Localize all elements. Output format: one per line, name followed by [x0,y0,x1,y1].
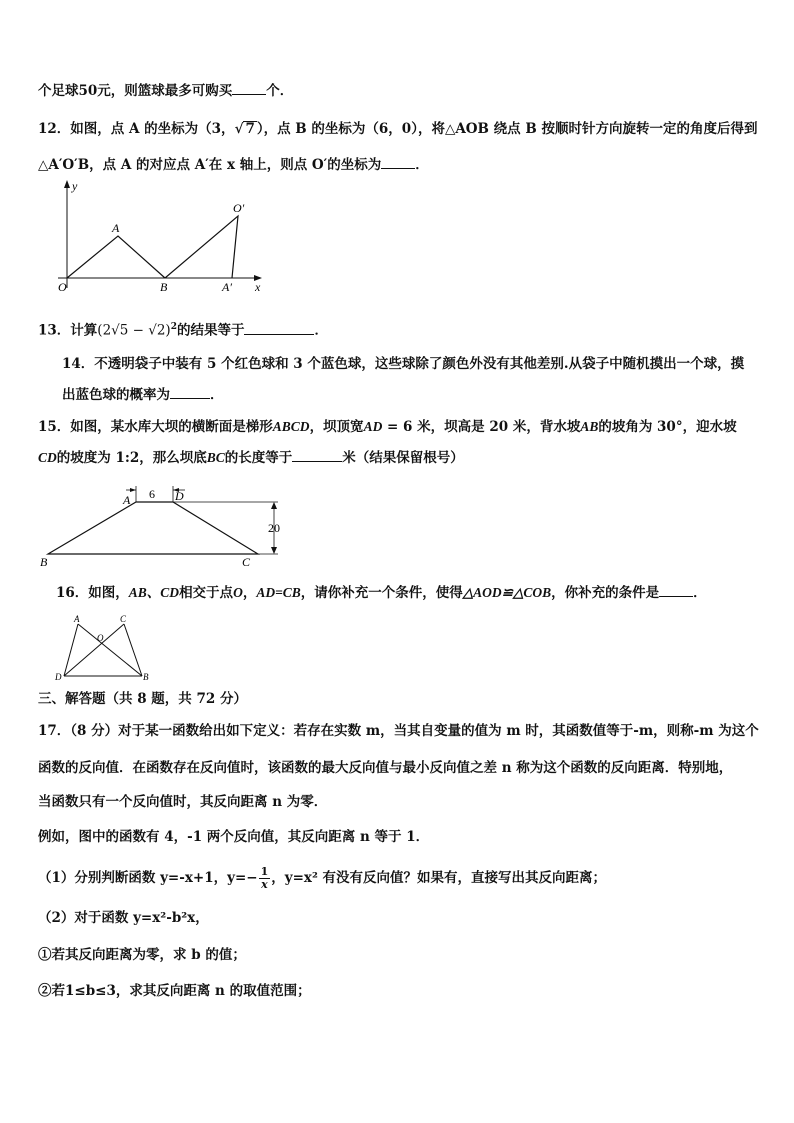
q16-text-e: ，你补充的条件是 [551,585,660,601]
q16-ab-cd: AB、CD [128,585,180,600]
q14-line2 [62,386,224,404]
q16-label-b: B [143,672,149,682]
q12-sqrt-radicand: 7 [245,121,255,137]
q12-label-a: A [112,221,120,235]
q16-label-d: D [55,672,62,682]
q14-text: 出蓝色球的概率为 [62,387,170,403]
q17-line1: 17．（8 分）对于某一函数给出如下定义：若存在实数 m，当其自变量的值为 m 时，其函数值等于-m，则称-m 为这个 [38,723,759,739]
q12-label-a1: A′ [222,280,232,294]
q16-text-d: ，请你补充一个条件，使得 [300,585,463,601]
q12-y-arrow-icon [64,180,70,188]
q16-text-c: ， [242,585,257,601]
q12-label-y: y [72,179,78,193]
q15-trapezoid [48,502,258,554]
q15-text-a: 15．如图，某水库大坝的横断面是梯形 [38,419,273,435]
q16-label-o: O [97,633,104,643]
section-3-heading: 三、解答题（共 8 题，共 72 分） [38,691,247,707]
q17-fraction-numerator: 1 [260,865,269,878]
q12-triangle-aob [67,236,165,278]
q15-text-eq: = 6 米，坝高是 20 米，背水坡 [382,419,581,435]
q17-line2: 函数的反向值．在函数存在反向值时，该函数的最大反向值与最小反向值之差 n 称为这个函数的反向距离．特别地， [38,760,733,776]
q17-part1 [38,866,606,891]
q16-segment-cd [64,624,124,676]
q15-text-d: 的坡度为 1:2，那么坝底 [56,450,207,466]
q16-segment-ad [64,624,78,676]
q15-abcd: ABCD [272,419,310,434]
q16-line [56,584,707,602]
q12-line2 [38,156,429,174]
q17-fraction [259,866,271,891]
q11-answer-blank[interactable] [232,82,266,95]
q17-part1-text-a: （1）分别判断函数 y=-x+1，y=− [38,870,258,886]
q15-width-arrowhead-left-icon [130,488,136,492]
q15-height-arrowhead-top-icon [271,502,277,509]
q14-end: ． [210,387,224,403]
q15-line2 [38,449,464,467]
q12-label-b: B [160,280,168,294]
q15-ad: AD [363,419,383,434]
q15-bc: BC [206,450,225,465]
q17-part2-1: ①若其反向距离为零，求 b 的值； [38,947,246,963]
q15-text-e: 的长度等于 [224,450,293,466]
q16-segment-ab [78,624,142,676]
q11-line [38,82,293,100]
q12-label-o1: O′ [233,201,245,215]
q15-label-width: 6 [149,487,155,501]
q12-sqrt-symbol: √ [234,121,244,137]
q15-line1 [38,418,737,436]
q12-answer-blank[interactable] [381,156,415,169]
q15-height-arrowhead-bottom-icon [271,547,277,554]
q15-text-c: 的坡角为 30°，迎水坡 [598,419,737,435]
q16-text-b: 相交于点 [179,585,234,601]
q15-label-height: 20 [268,521,280,535]
q15-label-d: D [175,489,184,503]
q15-text-b: ，坝顶宽 [309,419,364,435]
q12-label-o: O [58,280,67,294]
q13-answer-blank[interactable] [244,322,314,335]
q13-expression: (2√5 − √2) [97,322,171,339]
q16-answer-blank[interactable] [659,584,693,597]
q17-fraction-denominator: x [261,878,268,891]
q15-cd: CD [38,450,57,465]
q17-line3: 当函数只有一个反向值时，其反向距离 n 为零． [38,794,328,810]
q12-label-x: x [255,280,261,294]
q12-figure [50,176,275,296]
q14-line1: 14．不透明袋子中装有 5 个红色球和 3 个蓝色球，这些球除了颜色外没有其他差别.从袋子中随机摸出一个球，摸 [62,356,745,372]
q12-text-c: △A′O′B，点 A 的对应点 A′在 x 轴上，则点 O′的坐标为 [38,157,382,173]
q16-label-c: C [120,614,127,624]
q15-figure [38,480,288,572]
q11-end: 个． [266,83,294,99]
q17-line4: 例如，图中的函数有 4，-1 两个反向值，其反向距离 n 等于 1． [38,829,430,845]
q17-part2: （2）对于函数 y=x²-b²x， [38,910,209,926]
q13-text-a: 13．计算 [38,322,98,339]
q15-text-f: 米（结果保留根号） [342,450,464,466]
q16-figure [52,614,152,684]
q17-part1-text-b: ，y=x² 有没有反向值？如果有，直接写出其反向距离； [271,870,607,886]
q13-end: ． [314,322,328,339]
q12-line1 [38,120,757,138]
q13-text-b: 的结果等于 [176,322,245,339]
q15-label-c: C [242,555,251,569]
q16-ad-cb: AD=CB [256,585,301,600]
q11-text: 个足球50元，则篮球最多可购买 [38,83,233,99]
q17-part2-2: ②若1≤b≤3，求其反向距离 n 的取值范围； [38,983,311,999]
q15-ab: AB [580,419,599,434]
q15-label-b: B [40,555,48,569]
q16-congruence: △AOD≌△COB [462,585,552,600]
q14-answer-blank[interactable] [170,386,210,399]
q16-o: O [233,585,243,600]
q16-label-a: A [74,614,80,624]
q12-text-b: ），点 B 的坐标为（6，0），将△AOB 绕点 B 按顺时针方向旋转一定的角度后得到 [256,121,758,137]
q15-answer-blank[interactable] [292,449,342,462]
q13-line [38,318,328,340]
q15-label-a: A [123,493,131,507]
q12-triangle-a1o1b [165,216,238,278]
q12-text-a: 12．如图，点 A 的坐标为（3， [38,121,235,137]
q13-exponent: 2 [170,322,177,332]
q16-end: ． [693,585,707,601]
q16-text-a: 16．如图， [56,585,129,601]
q12-end: ． [415,157,429,173]
